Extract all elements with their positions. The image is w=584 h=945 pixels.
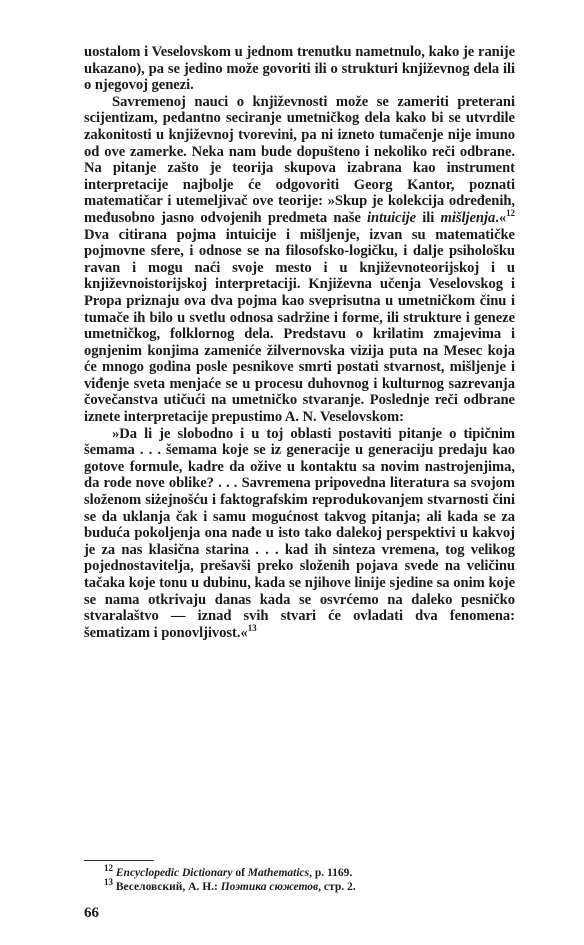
footnote-13-page: , стр. 2. <box>318 881 356 893</box>
footnote-13-title: Поэтика сюжетов <box>220 881 319 893</box>
italic-misljenja: mišljenja <box>440 209 496 226</box>
quote-text: »Da li je slobodno i u toj oblasti postaviti pitanje o tipičnim šemama . . . šemama koje se iz generacije u generaciju predaju kao gotove formule, kadre da ožive u kontaktu sa novim nastrojenjima, da rode nove oblike? . . . Savremena pripovedna literatura sa svojom složenom siżejnošću i faktografskim reprodukovanjem stvarnosti čini se da uklanja čak i samu mogućnost takvog pitanja; ali kada se za buduća pokoljenja ona nađe u isto tako dalekoj perspektivi u kakvoj je za nas klasična starina . . . kad ih sinteza vremena, tog velikog pojednostavitelja, prešavši preko složenih pojava svede na veličinu tačaka koje tonu u dubinu, kada se njihove linije sjedine sa onim koje se nama otkrivaju danas kada se osvrćemo na daleko pesničko stvaralaštvo — iznad svih stvari će ovladati dva fenomena: šematizam i ponovljivost.« <box>84 425 515 641</box>
footnote-13 <box>104 877 515 894</box>
paragraph-1: uostalom i Veselovskom u jednom trenutku nametnulo, kako je ranije ukazano), pa se jedino može govoriti ili o strukturi književnog dela ili o njegovoj genezi. <box>84 44 515 94</box>
footnote-12-number: 12 <box>104 863 113 874</box>
footnote-ref-12: 12 <box>506 208 516 219</box>
footnote-12 <box>104 863 515 880</box>
paragraph-2-part-b: ili <box>416 209 441 226</box>
page-number: 66 <box>84 905 99 921</box>
block-quote <box>84 426 515 642</box>
paragraph-2-part-d: Dva citirana pojma intuicije i mišljenje, izvan su matematičke pojmovne sfere, i odnose se na filosofsko-logičku, i dalje psihološku ravan i mogu naći svoje mesto i u književnoteorijskoj i u književnoistorijskoj interpretaciji. Književna učenja Veselovskog i Propa priznaju ova dva pojma kao sveprisutna u umetničkom činu i tumače ih bilo u svetlu odnosa sadržine i forme, ili strukture i geneze umetničkog, folklornog dela. Predstavu o krilatim zmajevima i ognjenim konjima zameniće žilvernovska vizija puta na Mesec koja će mnogo godina posle pesnikove smrti postati stvarnost, mišljenje i viđenje sveta menjaće se u procesu duhovnog i kulturnog sazrevanja čovečanstva utičući na umetničko stvaranje. Poslednje reči odbrane iznete interpretacije prepustimo A. N. Veselovskom: <box>84 226 515 426</box>
footnote-13-author: Веселовский, А. Н.: <box>115 881 221 893</box>
footnote-12-title-b: Mathematics <box>247 867 310 879</box>
footnote-divider <box>84 860 154 861</box>
footnote-ref-13: 13 <box>247 622 257 633</box>
paragraph-2-part-a: Savremenoj nauci o književnosti može se zameriti preterani scijentizam, pedantno seciranje umetničkog dela kako bi se utvrdile zakonitosti u književnoj tvorevini, pa ni izneto tumačenje nije imuno od ove zamerke. Neka nam bude dopušteno i nekoliko reči odbrane. Na pitanje zašto je teorija skupova izabrana kao instrument interpretacije najbolje će odgovoriti Georg Kantor, poznati matematičar i utemeljivač ove teorije: »Skup je kolekcija određenih, međusobno jasno odvojenih predmeta naše <box>84 93 515 226</box>
footnote-12-of: of <box>232 867 248 879</box>
main-text <box>84 44 515 641</box>
footnote-13-number: 13 <box>104 877 113 888</box>
paragraph-2 <box>84 94 515 426</box>
footnote-12-title-a: Encyclopedic Dictionary <box>115 867 233 879</box>
footnote-12-page: , p. 1169. <box>309 867 353 879</box>
paragraph-2-part-c: .« <box>495 209 507 226</box>
italic-intuicije: intuicije <box>367 209 417 226</box>
footnotes <box>84 863 515 894</box>
